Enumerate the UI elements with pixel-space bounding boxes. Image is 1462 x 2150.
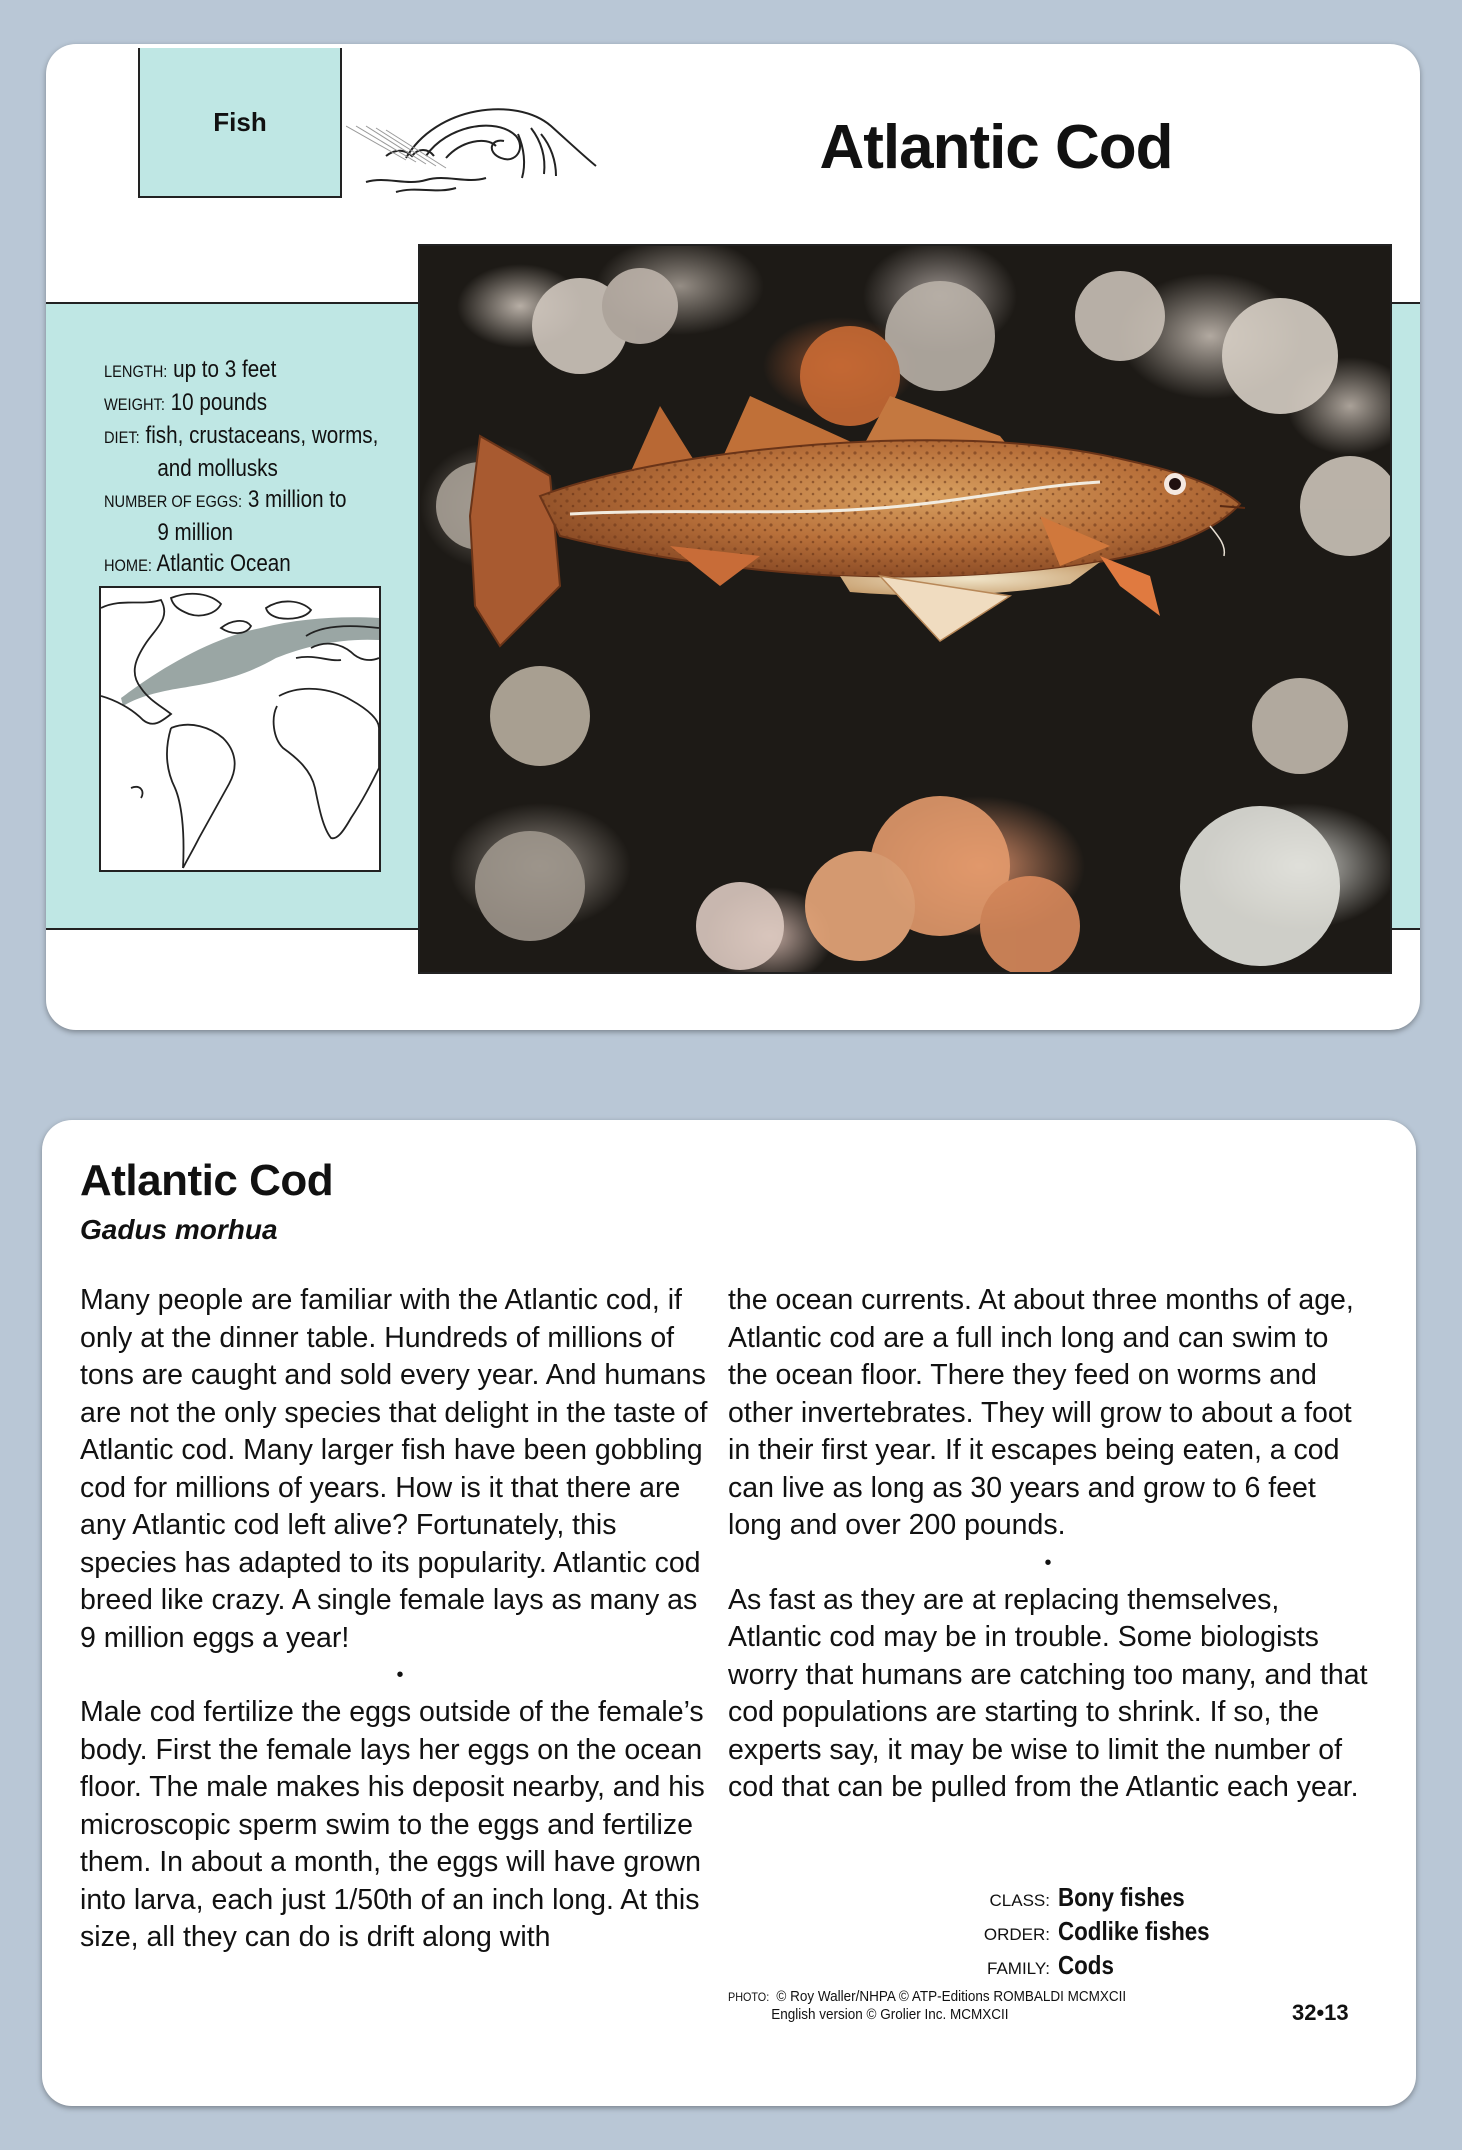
home-label: HOME: xyxy=(104,556,152,575)
card-front xyxy=(46,44,1420,1030)
diet-label: DIET: xyxy=(104,428,140,447)
fact-list xyxy=(104,354,422,581)
credit-line-2: English version © Grolier Inc. MCMXCII xyxy=(771,2006,1009,2023)
back-title: Atlantic Cod xyxy=(80,1156,334,1205)
paragraph: As fast as they are at replacing themselves, Atlantic cod may be in trouble. Some biologists worry that humans are catching too many, and that cod populations are starting to shrink. If so, the experts say, it may be wise to limit the number of cod that can be pulled from the Atlantic each year. xyxy=(728,1583,1368,1803)
eggs-label: NUMBER OF EGGS: xyxy=(104,492,243,511)
front-title: Atlantic Cod xyxy=(819,113,1173,182)
card-number: 32•13 xyxy=(1292,2000,1349,2025)
home-value: Atlantic Ocean xyxy=(156,550,291,577)
photo-credits xyxy=(728,1988,1126,2024)
eggs-value-cont: 9 million xyxy=(157,519,234,546)
diet-value: fish, crustaceans, worms, xyxy=(145,422,379,449)
cod-photo xyxy=(418,244,1392,974)
card-back xyxy=(42,1120,1416,2106)
credit-line-1: © Roy Waller/NHPA © ATP-Editions ROMBALDI MCMXCII xyxy=(776,1988,1127,2005)
category-label: Fish xyxy=(138,48,342,198)
class-label: CLASS: xyxy=(989,1891,1050,1910)
order-value: Codlike fishes xyxy=(1058,1916,1210,1946)
length-label: LENGTH: xyxy=(104,362,168,381)
separator-bullet: • xyxy=(1044,1551,1052,1574)
order-label: ORDER: xyxy=(983,1925,1050,1944)
diet-value-cont: and mollusks xyxy=(157,455,278,482)
range-map xyxy=(99,586,381,872)
weight-label: WEIGHT: xyxy=(104,395,165,414)
class-value: Bony fishes xyxy=(1058,1882,1185,1912)
paragraph: Many people are familiar with the Atlantic cod, if only at the dinner table. Hundreds of millions of tons are caught and sold every year. And humans are not the only species that delight in the taste of Atlantic cod. Many larger fish have been gobbling cod for millions of years. How is it that there are any Atlantic cod left alive? Fortunately, this species has adapted to its popularity. Atlantic cod breed like crazy. A single female lays as many as 9 million eggs a year! xyxy=(80,1284,708,1654)
taxonomy xyxy=(910,1882,1234,1984)
length-value: up to 3 feet xyxy=(173,356,277,383)
wave-icon xyxy=(346,86,626,196)
paragraph: the ocean currents. At about three months of age, Atlantic cod are a full inch long and can swim to the ocean floor. There they feed on worms and other invertebrates. They will grow to about a foot in their first year. If it escapes being eaten, a cod can live as long as 30 years and grow to 6 feet long and over 200 pounds. xyxy=(728,1284,1354,1541)
weight-value: 10 pounds xyxy=(170,389,268,416)
eggs-value: 3 million to xyxy=(247,486,347,513)
text-column-right xyxy=(728,1282,1368,1807)
scientific-name: Gadus morhua xyxy=(80,1214,278,1245)
paragraph: Male cod fertilize the eggs outside of the female’s body. First the female lays her eggs on the ocean floor. The male makes his deposit nearby, and his microscopic sperm swim to the eggs and fertilize them. In about a month, the eggs will have grown into larva, each just 1/50th of an inch long. At this size, all they can do is drift along with xyxy=(80,1696,705,1953)
separator-bullet: • xyxy=(396,1664,404,1686)
text-column-left xyxy=(80,1282,720,1957)
family-value: Cods xyxy=(1058,1950,1114,1980)
family-label: FAMILY: xyxy=(987,1959,1050,1978)
photo-label: PHOTO: xyxy=(728,1990,770,2004)
